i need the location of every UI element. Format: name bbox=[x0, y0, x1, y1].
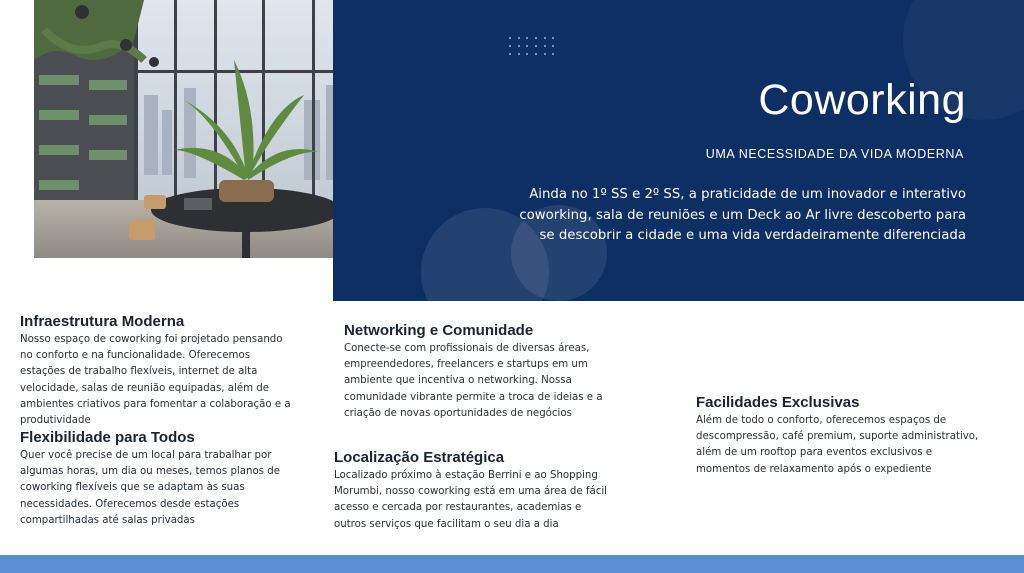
bottom-accent-bar bbox=[0, 555, 1024, 573]
feature-text: Além de todo o conforto, oferecemos espaços de descompressão, café premium, suporte administrativo, além de um rooftop para eventos exclusivos e momentos de relaxamento após o expediente bbox=[696, 415, 979, 475]
page-subtitle: UMA NECESSIDADE DA VIDA MODERNA bbox=[705, 147, 964, 161]
feature-title: Localização Estratégica bbox=[334, 449, 505, 466]
feature-localizacao bbox=[334, 449, 614, 533]
feature-text: Localizado próximo à estação Berrini e ao Shopping Morumbi, nosso coworking está em uma área de fácil acesso e cercada por restaurantes, academias e outros serviços que facilitam o seu dia a dia bbox=[334, 470, 607, 530]
feature-text: Quer você precise de um local para trabalhar por algumas horas, um dia ou meses, temos planos de coworking flexíveis que se adaptam às suas necessidades. Oferecemos desde estações compartilhadas até salas privadas bbox=[20, 450, 280, 526]
feature-text: Nosso espaço de coworking foi projetado pensando no conforto e na funcionalidade. Oferecemos estações de trabalho flexíveis, internet de alta velocidade, salas de reunião equipadas, além de ambientes criativos para fomentar a colaboração e a produtividade bbox=[20, 334, 291, 427]
feature-facilidades bbox=[696, 394, 986, 478]
feature-title: Networking e Comunidade bbox=[344, 322, 534, 339]
feature-networking bbox=[344, 322, 634, 422]
feature-title: Flexibilidade para Todos bbox=[20, 429, 195, 446]
dots-decoration bbox=[509, 37, 561, 61]
page-title: Coworking bbox=[758, 76, 966, 124]
hero-panel bbox=[333, 0, 1024, 301]
feature-infraestrutura bbox=[20, 313, 295, 429]
feature-title: Infraestrutura Moderna bbox=[20, 313, 185, 330]
feature-text: Conecte-se com profissionais de diversas áreas, empreendedores, freelancers e startups em um ambiente que incentiva o networking. Nossa comunidade vibrante permite a troca de ideias e a criação de novas oportunidades de negócios bbox=[344, 343, 603, 419]
intro-paragraph: Ainda no 1º SS e 2º SS, a praticidade de um inovador e interativo coworking, sala de reuniões e um Deck ao Ar livre descoberto para se descobrir a cidade e uma vida verdadeiramente diferenciada bbox=[519, 187, 966, 243]
feature-flexibilidade bbox=[20, 429, 280, 529]
feature-title: Facilidades Exclusivas bbox=[696, 394, 860, 411]
